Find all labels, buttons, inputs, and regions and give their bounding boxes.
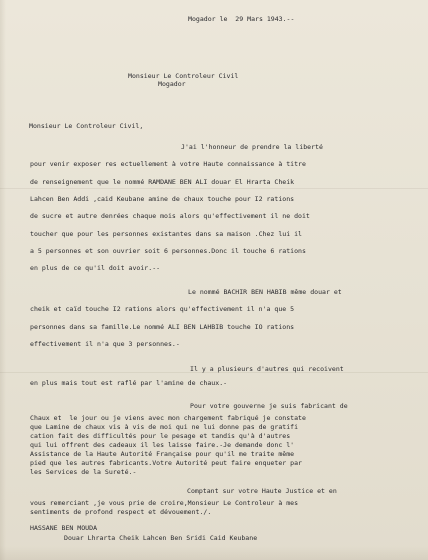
body-line: toucher que pour les personnes existantes dans sa maison .Chez lui il <box>30 230 302 238</box>
body-line: Assistance de la Haute Autorité Française pour qu'il me traite même <box>30 450 295 458</box>
body-line: effectivement il n'a que 3 personnes.- <box>30 340 180 348</box>
body-line: Chaux et le jour ou je viens avec mon chargement fabriqué je constate <box>30 414 306 422</box>
body-line: J'ai l'honneur de prendre la liberté <box>181 143 323 151</box>
body-line: Pour votre gouverne je suis fabricant de <box>190 402 348 410</box>
body-line: Comptant sur votre Haute Justice et en <box>187 487 337 495</box>
body-line: que Lamine de chaux vis à vis de moi qui ne lui donne pas de gratifi <box>30 423 299 431</box>
body-line: personnes dans sa famille.Le nommé ALI BEN LAHBIB touche IO rations <box>30 323 295 331</box>
addressee-city: Mogador <box>158 80 186 88</box>
body-line: Lahcen Ben Addi ,caid Keubane amine de chaux touche pour I2 rations <box>30 195 295 203</box>
body-line: de renseignement que le nommé RAMDANE BEN ALI douar El Hrarta Cheik <box>30 178 295 186</box>
dateline: Mogador le 29 Mars 1943.-- <box>188 15 295 23</box>
body-line: en plus mais tout est raflé par l'amine de chaux.- <box>30 379 228 387</box>
salutation: Monsieur Le Controleur Civil, <box>29 122 144 130</box>
body-line: Le nommé BACHIR BEN HABIB même douar et <box>188 288 342 296</box>
paper-edge-shadow <box>0 0 6 560</box>
paper-fold <box>0 188 428 189</box>
body-line: vous remerciant ,je vous prie de croire,Monsieur Le Controleur à mes <box>30 499 299 507</box>
body-line: Il y a plusieurs d'autres qui recoivent <box>190 365 344 373</box>
body-line: cheik et caïd touche I2 rations alors qu'effectivement il n'a que 5 <box>30 305 295 313</box>
body-line: de sucre et autre denrées chaque mois alors qu'effectivement il ne doit <box>30 212 310 220</box>
body-line: pour venir exposer res ectuellement à votre Haute connaissance à titre <box>30 160 306 168</box>
body-line: pied que les autres fabricants.Votre Autorité peut faire enqueter par <box>30 459 302 467</box>
paper-bottom-shadow <box>0 546 428 560</box>
signature-detail: Douar Lhrarta Cheik Lahcen Ben Sridi Caid Keubane <box>64 534 258 542</box>
body-line: sentiments de profond respect et dévouement./. <box>30 508 212 516</box>
body-line: cation fait des difficultés pour le pesage et tandis qu'à d'autres <box>30 432 291 440</box>
signature-name: HASSANE BEN MOUDA <box>30 524 98 532</box>
body-line: qui lui offrent des cadeaux il les laisse faire.-Je demande donc l' <box>30 441 295 449</box>
body-line: a 5 personnes et son ouvrier soit 6 personnes.Donc il touche 6 rations <box>30 247 306 255</box>
body-line: les Services de la Sureté.- <box>30 468 137 476</box>
body-line: en plus de ce qu'il doit avoir.-- <box>30 264 161 272</box>
addressee-title: Monsieur Le Controleur Civil <box>128 72 239 80</box>
